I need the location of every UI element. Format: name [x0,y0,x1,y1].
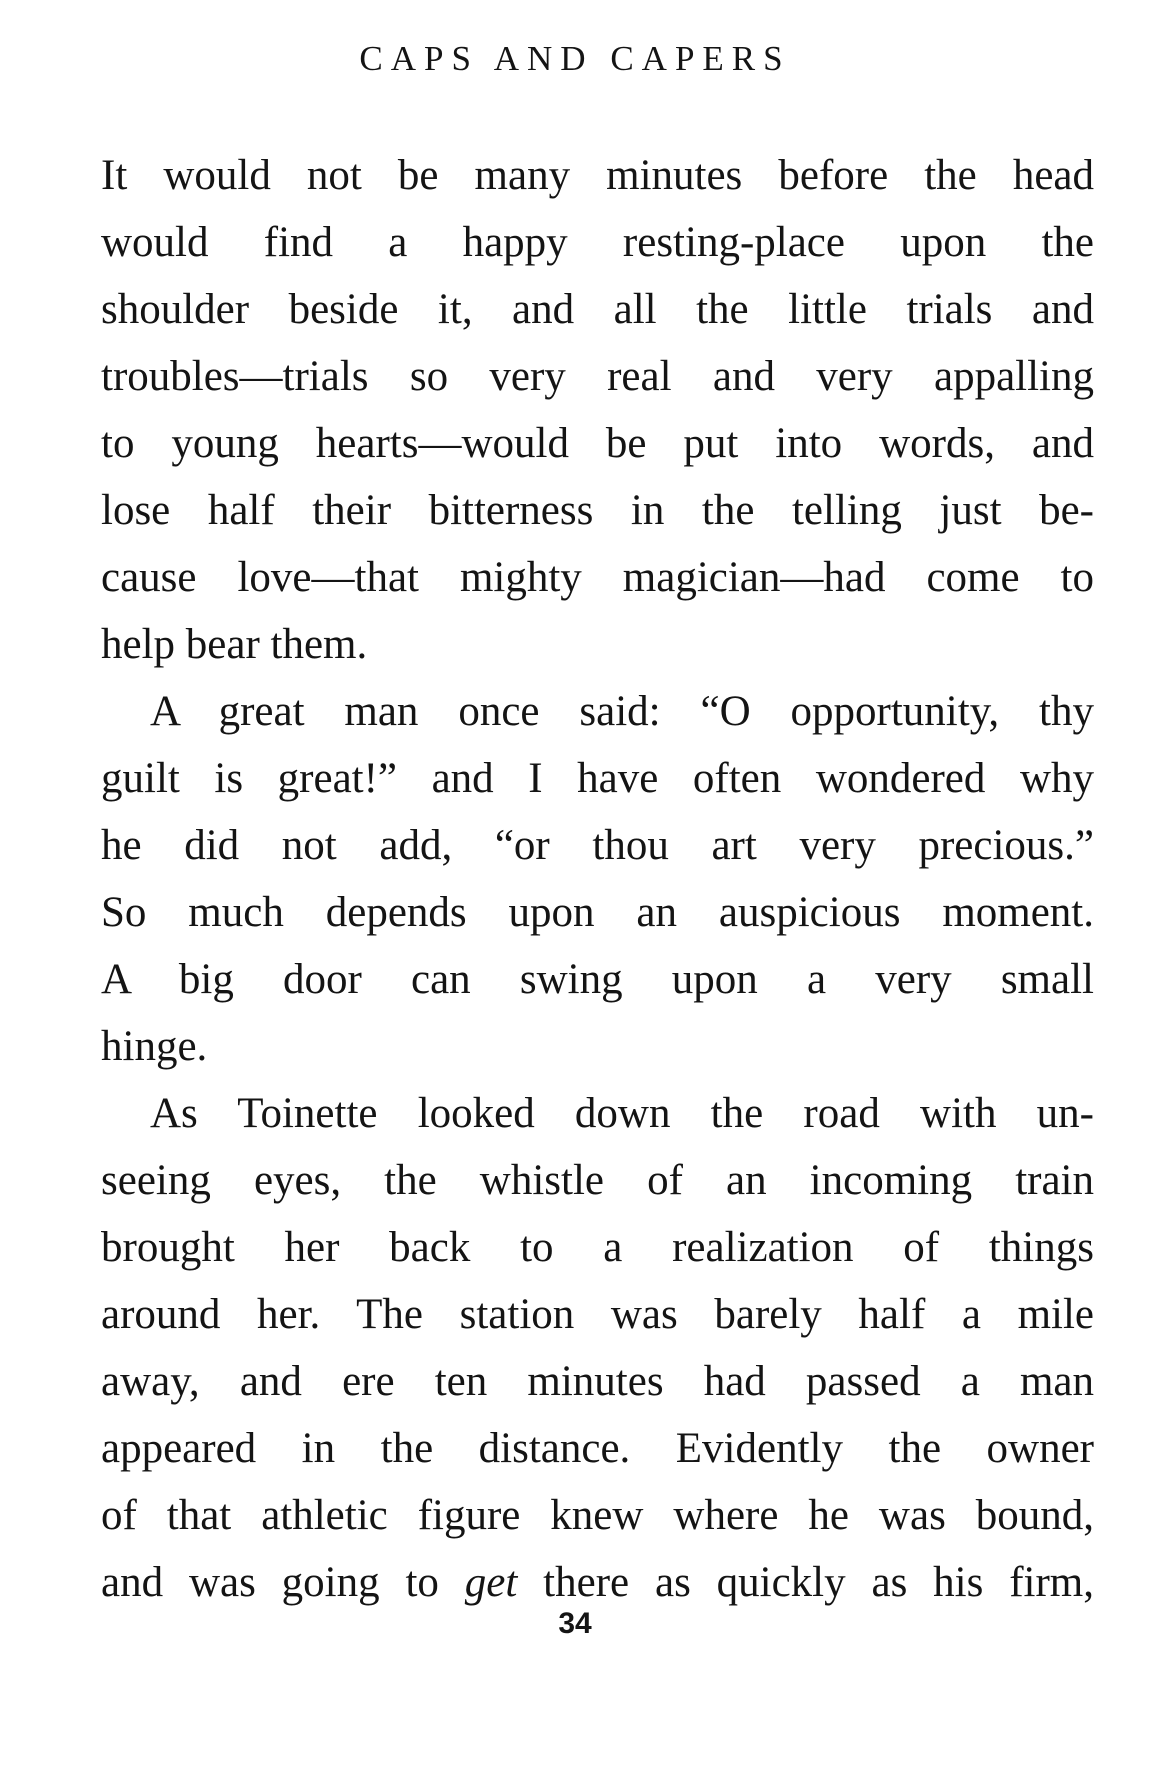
text-line: around her. The station was barely half a mile [101,1291,1094,1338]
body-text [101,142,1094,1616]
text-line: help bear them. [101,621,368,668]
text-line: he did not add, “or thou art very precious.” [101,822,1094,869]
text-line: troubles—trials so very real and very appalling [101,353,1094,400]
text-line: brought her back to a realization of things [101,1224,1094,1271]
text-line: A great man once said: “O opportunity, thy [150,688,1094,735]
page-number: 34 [558,1607,592,1640]
paragraph-2 [101,678,1094,1080]
text-run: and was going to [101,1559,465,1606]
text-line: A big door can swing upon a very small [101,956,1094,1003]
text-line: It would not be many minutes before the head [101,152,1094,199]
text-line: away, and ere ten minutes had passed a man [101,1358,1094,1405]
text-line: cause love—that mighty magician—had come to [101,554,1094,601]
text-line: shoulder beside it, and all the little trials and [101,286,1094,333]
paragraph-3 [101,1080,1094,1616]
text-line: So much depends upon an auspicious moment. [101,889,1094,936]
text-line: As Toinette looked down the road with un- [150,1090,1094,1137]
text-line: to young hearts—would be put into words, and [101,420,1094,467]
text-line: seeing eyes, the whistle of an incoming train [101,1157,1094,1204]
text-run: there as quickly as his firm, [517,1559,1094,1606]
text-line: guilt is great!” and I have often wondered why [101,755,1094,802]
text-line: would find a happy resting-place upon the [101,219,1094,266]
italic-word: get [464,1559,518,1606]
text-line: hinge. [101,1023,208,1070]
paragraph-1 [101,142,1094,678]
text-line: appeared in the distance. Evidently the owner [101,1425,1094,1472]
running-head: CAPS AND CAPERS [359,39,791,78]
text-line: of that athletic figure knew where he was bound, [101,1492,1094,1539]
text-line: lose half their bitterness in the telling just be- [101,487,1094,534]
